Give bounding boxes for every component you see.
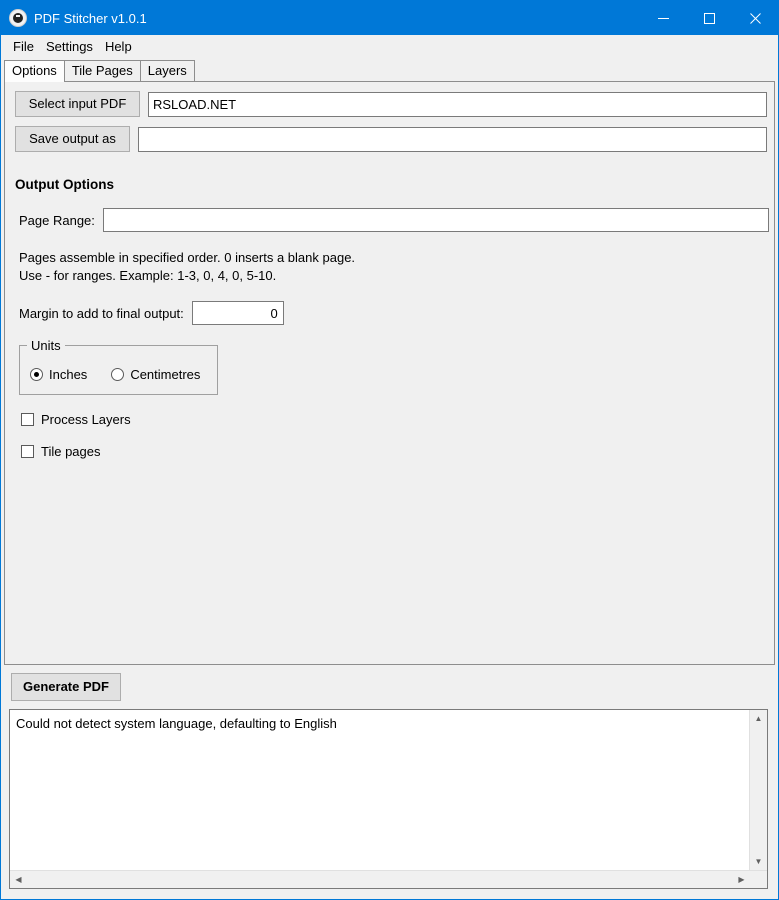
generate-pdf-button[interactable]: Generate PDF <box>11 673 121 701</box>
log-text[interactable]: Could not detect system language, defaulting to English <box>16 716 337 731</box>
page-range-label: Page Range: <box>19 212 95 228</box>
units-group <box>19 338 218 395</box>
select-input-pdf-button[interactable]: Select input PDF <box>15 91 140 117</box>
menu-item-file[interactable]: File <box>13 39 34 54</box>
tab-page-spacer <box>5 459 774 664</box>
log-main <box>10 710 767 870</box>
minimize-button[interactable] <box>640 1 686 35</box>
save-output-as-button[interactable]: Save output as <box>15 126 130 152</box>
process-layers-label: Process Layers <box>41 412 131 427</box>
tab-strip <box>1 59 778 81</box>
tab-options[interactable]: Options <box>4 60 65 82</box>
output-pdf-path-field[interactable] <box>138 127 767 152</box>
input-pdf-row <box>15 91 774 117</box>
scroll-down-icon[interactable]: ▼ <box>754 857 763 866</box>
vertical-scroll-track[interactable] <box>750 727 767 853</box>
input-pdf-path-field[interactable] <box>148 92 767 117</box>
process-layers-checkbox-icon[interactable] <box>21 413 34 426</box>
pdf-stitcher-logo-icon <box>9 9 27 27</box>
log-panel <box>9 709 768 889</box>
generate-bar <box>1 665 778 709</box>
close-button[interactable] <box>732 1 778 35</box>
menu-item-help[interactable]: Help <box>104 39 132 54</box>
scrollbar-corner <box>750 871 767 888</box>
radio-inches-icon[interactable] <box>30 368 43 381</box>
scroll-up-icon[interactable]: ▲ <box>754 714 763 723</box>
tile-pages-label: Tile pages <box>41 444 101 459</box>
page-range-input[interactable] <box>103 208 769 232</box>
radio-inches-label[interactable]: Inches <box>49 367 88 382</box>
radio-centimetres-icon[interactable] <box>111 368 124 381</box>
units-group-title: Units <box>27 338 65 353</box>
title-bar <box>1 1 778 35</box>
margin-label: Margin to add to final output: <box>19 305 184 321</box>
tab-tile-pages[interactable]: Tile Pages <box>64 60 141 81</box>
scroll-left-icon[interactable]: ◀ <box>15 875 22 884</box>
menu-bar <box>1 35 778 59</box>
scroll-right-icon[interactable]: ▶ <box>738 875 745 884</box>
margin-row <box>19 301 774 325</box>
maximize-button[interactable] <box>686 1 732 35</box>
log-vertical-scrollbar[interactable] <box>749 710 767 870</box>
options-tab-page <box>4 81 775 665</box>
radio-centimetres-label[interactable]: Centimetres <box>130 367 201 382</box>
window-title: PDF Stitcher v1.0.1 <box>34 10 147 26</box>
output-options-heading: Output Options <box>15 177 114 192</box>
page-range-hint-line-2: Use - for ranges. Example: 1-3, 0, 4, 0, 5-10. <box>19 268 277 283</box>
units-radio-row <box>20 367 217 382</box>
log-horizontal-scrollbar[interactable] <box>10 870 767 888</box>
output-pdf-row <box>15 126 774 152</box>
tile-pages-checkbox-icon[interactable] <box>21 445 34 458</box>
page-range-hint-line-1: Pages assemble in specified order. 0 inserts a blank page. <box>19 250 356 265</box>
process-layers-checkbox-row[interactable] <box>21 412 774 427</box>
horizontal-scroll-track[interactable] <box>27 871 733 888</box>
margin-input[interactable] <box>192 301 284 325</box>
tile-pages-checkbox-row[interactable] <box>21 444 774 459</box>
tab-layers[interactable]: Layers <box>140 60 195 81</box>
page-range-row <box>19 208 774 232</box>
menu-item-settings[interactable]: Settings <box>45 39 93 54</box>
